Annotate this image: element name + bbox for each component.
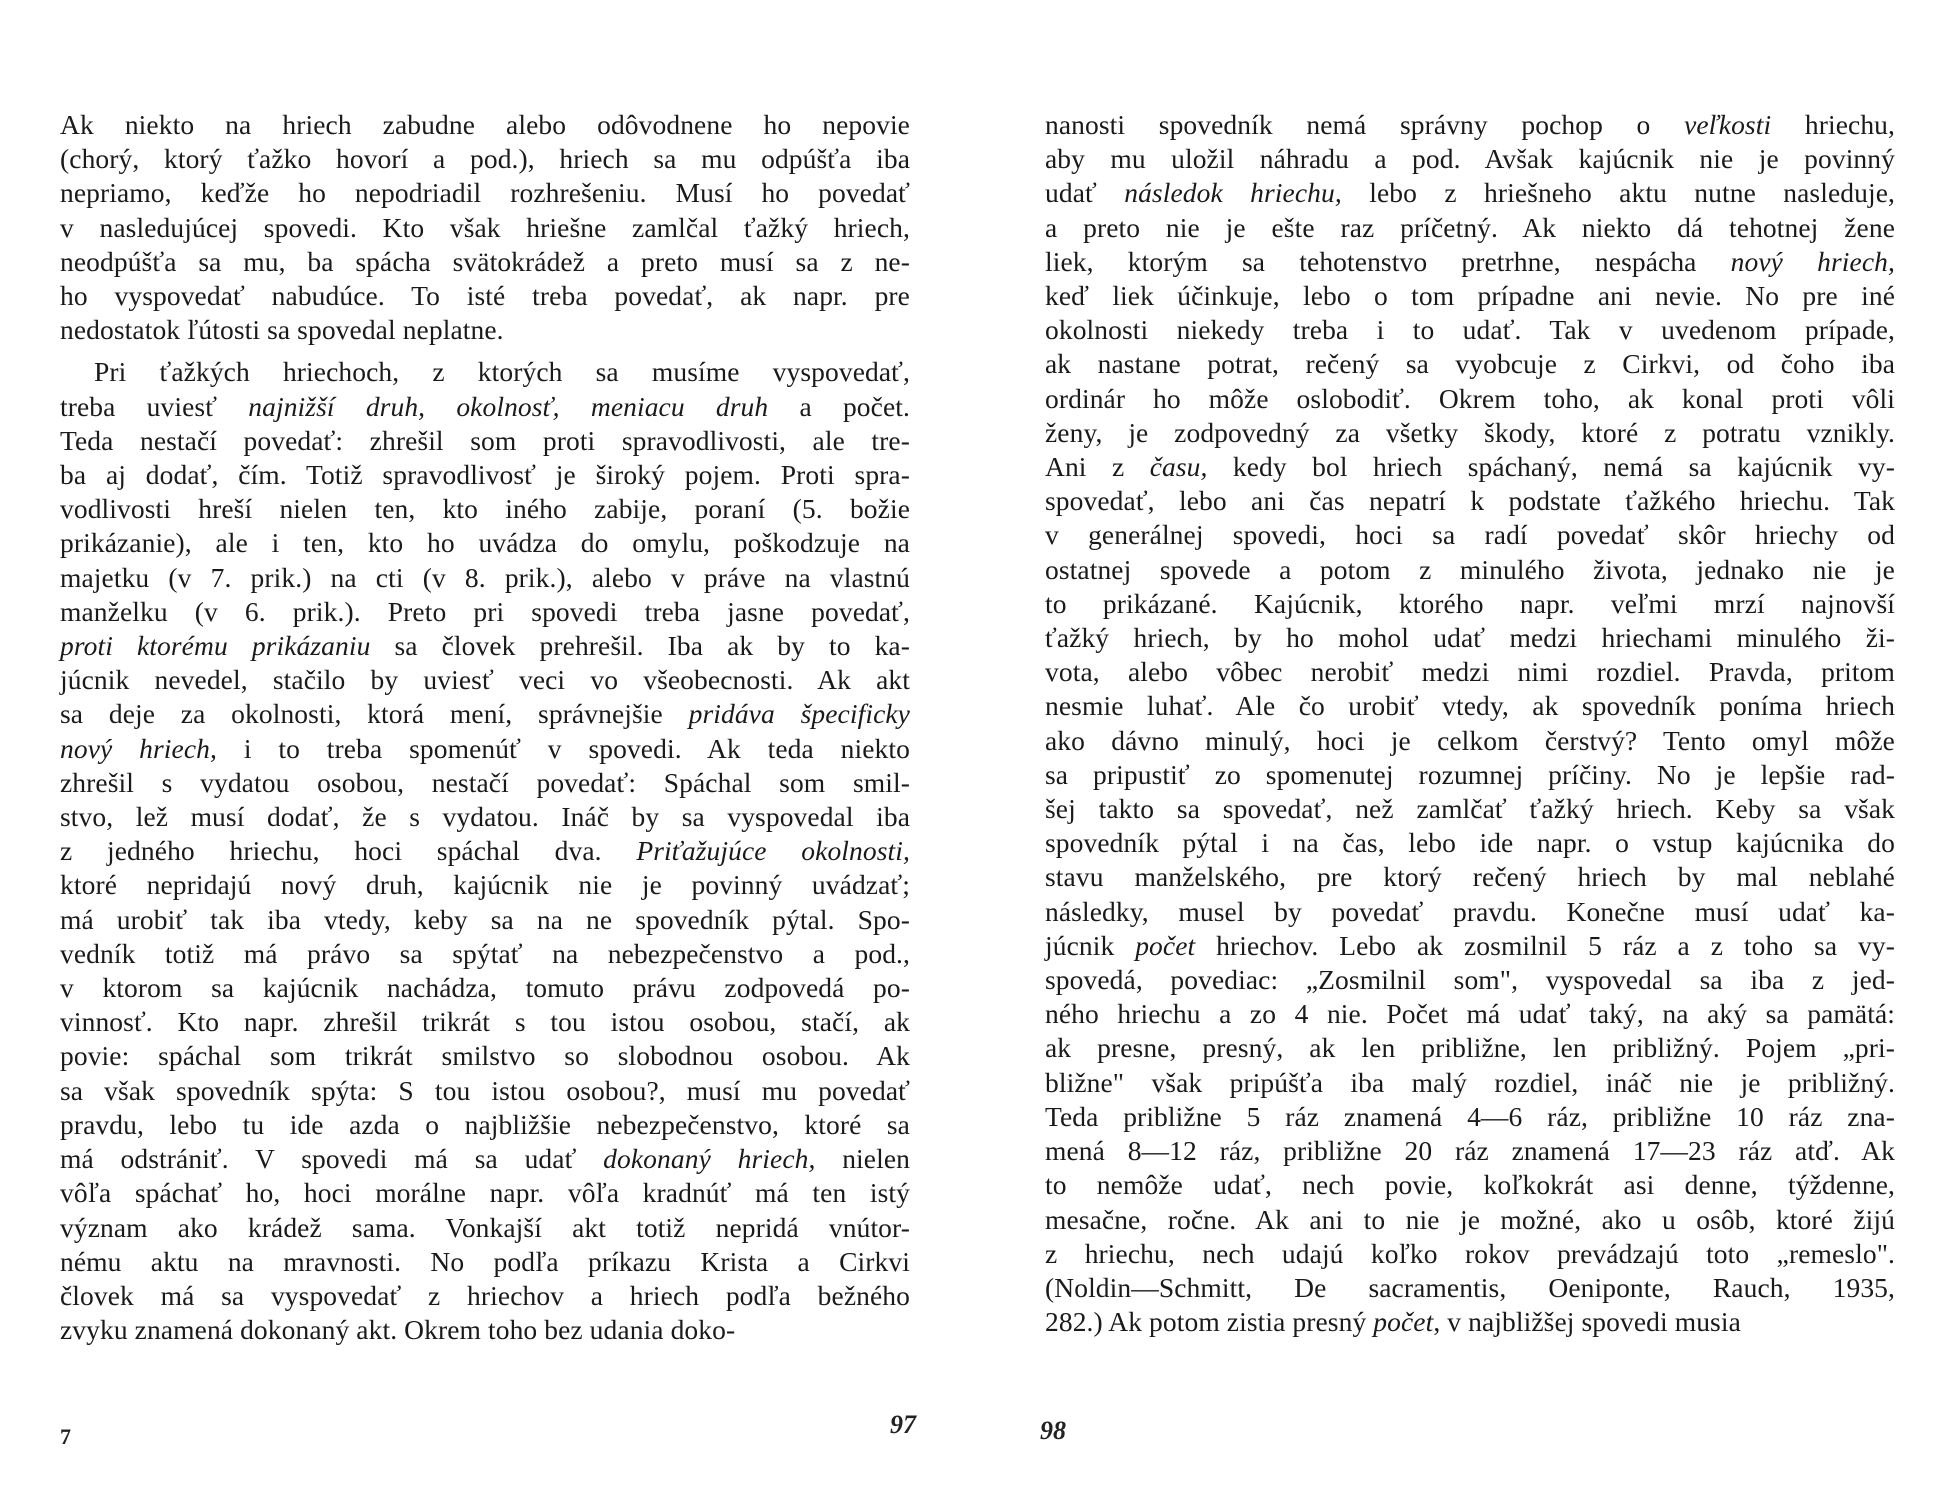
text-line: človek má sa vyspovedať z hriechov a hriech podľa bežného	[60, 1279, 910, 1311]
text-line: ženy, je zodpovedný za všetky škody, ktoré z potratu vznikly.	[1045, 416, 1895, 448]
text-line: neodpúšťa sa mu, ba spácha svätokrádež a preto musí sa z ne-	[60, 245, 910, 277]
text-line: stvo, lež musí dodať, že s vydatou. Ináč by sa vyspovedal iba	[60, 801, 910, 833]
text-line: ostatnej spovede a potom z minulého života, jednako nie je	[1045, 553, 1895, 585]
text-line: treba uviesť najnižší druh, okolnosť, meniacu druh a počet.	[60, 390, 910, 422]
text-line: ktoré nepridajú nový druh, kajúcnik nie je povinný uvádzať;	[60, 869, 910, 901]
text-line: nesmie luhať. Ale čo urobiť vtedy, ak spovedník poníma hriech	[1045, 690, 1895, 722]
text-line: Teda približne 5 ráz znamená 4—6 ráz, približne 10 ráz zna-	[1045, 1100, 1895, 1132]
text-line: v generálnej spovedi, hoci sa radí povedať skôr hriechy od	[1045, 519, 1895, 551]
text-line: mesačne, ročne. Ak ani to nie je možné, ako u osôb, ktoré žijú	[1045, 1203, 1895, 1235]
emphasis-text: najnižší druh, okolnosť, meniacu druh	[248, 390, 769, 422]
text-line: a preto nie je ešte raz príčetný. Ak niekto dá tehotnej žene	[1045, 211, 1895, 243]
text-line: spovedník pýtal i na čas, lebo ide napr. o vstup kajúcnika do	[1045, 827, 1895, 859]
emphasis-text: nový hriech,	[60, 732, 217, 764]
text-line: Teda nestačí povedať: zhrešil som proti spravodlivosti, ale tre-	[60, 424, 910, 456]
text-line: prikázanie), ale i ten, kto ho uvádza do omylu, poškodzuje na	[60, 527, 910, 559]
text-line: aby mu uložil náhradu a pod. Avšak kajúcnik nie je povinný	[1045, 143, 1895, 175]
text-line: vodlivosti hreší nielen ten, kto iného zabije, poraní (5. božie	[60, 493, 910, 525]
text-line: liek, ktorým sa tehotenstvo pretrhne, nespácha nový hriech,	[1045, 245, 1895, 277]
text-line: nanosti spovedník nemá správny pochop o veľkosti hriechu,	[1045, 109, 1895, 140]
text-line: okolnosti niekedy treba i to udať. Tak v uvedenom prípade,	[1045, 314, 1895, 346]
text-line: v nasledujúcej spovedi. Kto však hriešne zamlčal ťažký hriech,	[60, 211, 910, 243]
text-line: z hriechu, nech udajú koľko rokov prevádzajú toto „remeslo".	[1045, 1237, 1895, 1269]
signature-mark: 7	[60, 1424, 71, 1449]
text-line: nový hriech, i to treba spomenúť v spovedi. Ak teda niekto	[60, 732, 910, 764]
text-line: Ak niekto na hriech zabudne alebo odôvodnene ho nepovie	[60, 109, 910, 140]
text-line: manželku (v 6. prik.). Preto pri spovedi treba jasne povedať,	[60, 595, 910, 627]
text-line: ťažký hriech, by ho mohol udať medzi hriechami minulého ži-	[1045, 622, 1895, 654]
text-line: ak nastane potrat, rečený sa vyobcuje z Cirkvi, od čoho iba	[1045, 348, 1895, 380]
text-line: pravdu, lebo tu ide azda o najbližšie nebezpečenstvo, ktoré sa	[60, 1108, 910, 1140]
left-page	[60, 108, 910, 1347]
text-line: šej takto sa spovedať, než zamlčať ťažký hriech. Keby sa však	[1045, 793, 1895, 825]
text-line: význam ako krádež sama. Vonkajší akt totiž nepridá vnútor-	[60, 1211, 910, 1243]
text-line: to prikázané. Kajúcnik, ktorého napr. veľmi mrzí najnovší	[1045, 587, 1895, 619]
text-line: proti ktorému prikázaniu sa človek prehrešil. Iba ak by to ka-	[60, 630, 910, 662]
right-page	[1045, 108, 1895, 1339]
text-line: Pri ťažkých hriechoch, z ktorých sa musíme vyspovedať,	[94, 356, 910, 388]
text-line: má odstrániť. V spovedi má sa udať dokonaný hriech, nielen	[60, 1143, 910, 1175]
page-number-right: 98	[1040, 1416, 1066, 1445]
text-line: následky, musel by povedať pravdu. Konečne musí udať ka-	[1045, 895, 1895, 927]
text-line: júcnik nevedel, stačilo by uviesť veci vo všeobecnosti. Ak akt	[60, 664, 910, 696]
text-line: vôľa spáchať ho, hoci morálne napr. vôľa kradnúť má ten istý	[60, 1177, 910, 1209]
text-line: nému aktu na mravnosti. No podľa príkazu Krista a Cirkvi	[60, 1245, 910, 1277]
left-page-paragraph	[60, 108, 910, 347]
emphasis-text: proti ktorému prikázaniu	[60, 630, 371, 662]
text-line: nedostatok ľútosti sa spovedal neplatne.	[60, 314, 504, 346]
text-line: zhrešil s vydatou osobou, nestačí povedať: Spáchal som smil-	[60, 766, 910, 798]
right-page-paragraph	[1045, 108, 1895, 1339]
text-line: ako dávno minulý, hoci je celkom čerstvý? Tento omyl môže	[1045, 724, 1895, 756]
text-line: má urobiť tak iba vtedy, keby sa na ne spovedník pýtal. Spo-	[60, 903, 910, 935]
text-line: júcnik počet hriechov. Lebo ak zosmilnil 5 ráz a z toho sa vy-	[1045, 929, 1895, 961]
emphasis-text: dokonaný hriech,	[603, 1143, 816, 1175]
text-line: to nemôže udať, nech povie, koľkokrát asi denne, týždenne,	[1045, 1169, 1895, 1201]
text-line: udať následok hriechu, lebo z hriešneho aktu nutne nasleduje,	[1045, 177, 1895, 209]
text-line: v ktorom sa kajúcnik nachádza, tomuto právu zodpovedá po-	[60, 972, 910, 1004]
page-number-left: 97	[890, 1410, 916, 1439]
text-line: majetku (v 7. prik.) na cti (v 8. prik.), alebo v práve na vlastnú	[60, 561, 910, 593]
text-line: mená 8—12 ráz, približne 20 ráz znamená 17—23 ráz atď. Ak	[1045, 1135, 1895, 1167]
text-line: Ani z času, kedy bol hriech spáchaný, nemá sa kajúcnik vy-	[1045, 451, 1895, 483]
text-line: ordinár ho môže oslobodiť. Okrem toho, ak konal proti vôli	[1045, 382, 1895, 414]
text-line: vota, alebo vôbec nerobiť medzi nimi rozdiel. Pravda, pritom	[1045, 656, 1895, 688]
text-line: sa pripustiť zo spomenutej rozumnej príčiny. No je lepšie rad-	[1045, 758, 1895, 790]
text-line: vedník totiž má právo sa spýtať na nebezpečenstvo a pod.,	[60, 937, 910, 969]
text-line: spovedá, povediac: „Zosmilnil som", vyspovedal sa iba z jed-	[1045, 964, 1895, 996]
text-line: ného hriechu a zo 4 nie. Počet má udať taký, na aký sa pamätá:	[1045, 998, 1895, 1030]
text-line: (Noldin—Schmitt, De sacramentis, Oeniponte, Rauch, 1935,	[1045, 1271, 1895, 1303]
emphasis-text: veľkosti	[1684, 109, 1772, 140]
text-line: z jedného hriechu, hoci spáchal dva. Priťažujúce okolnosti,	[60, 835, 910, 867]
text-line: ho vyspovedať nabudúce. To isté treba povedať, ak napr. pre	[60, 280, 910, 312]
text-line: (chorý, ktorý ťažko hovorí a pod.), hriech sa mu odpúšťa iba	[60, 143, 910, 175]
emphasis-text: počet	[1373, 1306, 1434, 1338]
text-line: ba aj dodať, čím. Totiž spravodlivosť je široký pojem. Proti spra-	[60, 459, 910, 491]
emphasis-text: pridáva špecificky	[688, 698, 910, 730]
emphasis-text: počet	[1135, 929, 1196, 961]
text-line: spovedať, lebo ani čas nepatrí k podstate ťažkého hriechu. Tak	[1045, 485, 1895, 517]
text-line: 282.) Ak potom zistia presný počet, v najbližšej spovedi musia	[1045, 1306, 1741, 1338]
text-line: vinnosť. Kto napr. zhrešil trikrát s tou istou osobou, stačí, ak	[60, 1006, 910, 1038]
emphasis-text: času,	[1149, 451, 1208, 483]
emphasis-text: nový hriech,	[1730, 245, 1895, 277]
text-line: nepriamo, keďže ho nepodriadil rozhrešeniu. Musí ho povedať	[60, 177, 910, 209]
emphasis-text: Priťažujúce okolnosti,	[636, 835, 910, 867]
text-line: sa deje za okolnosti, ktorá mení, správnejšie pridáva špecificky	[60, 698, 910, 730]
left-page-paragraph	[60, 355, 910, 1347]
text-line: ak presne, presný, ak len približne, len približný. Pojem „pri-	[1045, 1032, 1895, 1064]
text-line: bližne" však pripúšťa iba malý rozdiel, ináč nie je približný.	[1045, 1066, 1895, 1098]
text-line: zvyku znamená dokonaný akt. Okrem toho bez udania doko-	[60, 1314, 736, 1346]
text-line: povie: spáchal som trikrát smilstvo so slobodnou osobou. Ak	[60, 1040, 910, 1072]
emphasis-text: následok hriechu,	[1124, 177, 1342, 209]
text-line: stavu manželského, pre ktorý rečený hriech by mal neblahé	[1045, 861, 1895, 893]
text-line: keď liek účinkuje, lebo o tom prípadne ani nevie. No pre iné	[1045, 280, 1895, 312]
text-line: sa však spovedník spýta: S tou istou osobou?, musí mu povedať	[60, 1074, 910, 1106]
